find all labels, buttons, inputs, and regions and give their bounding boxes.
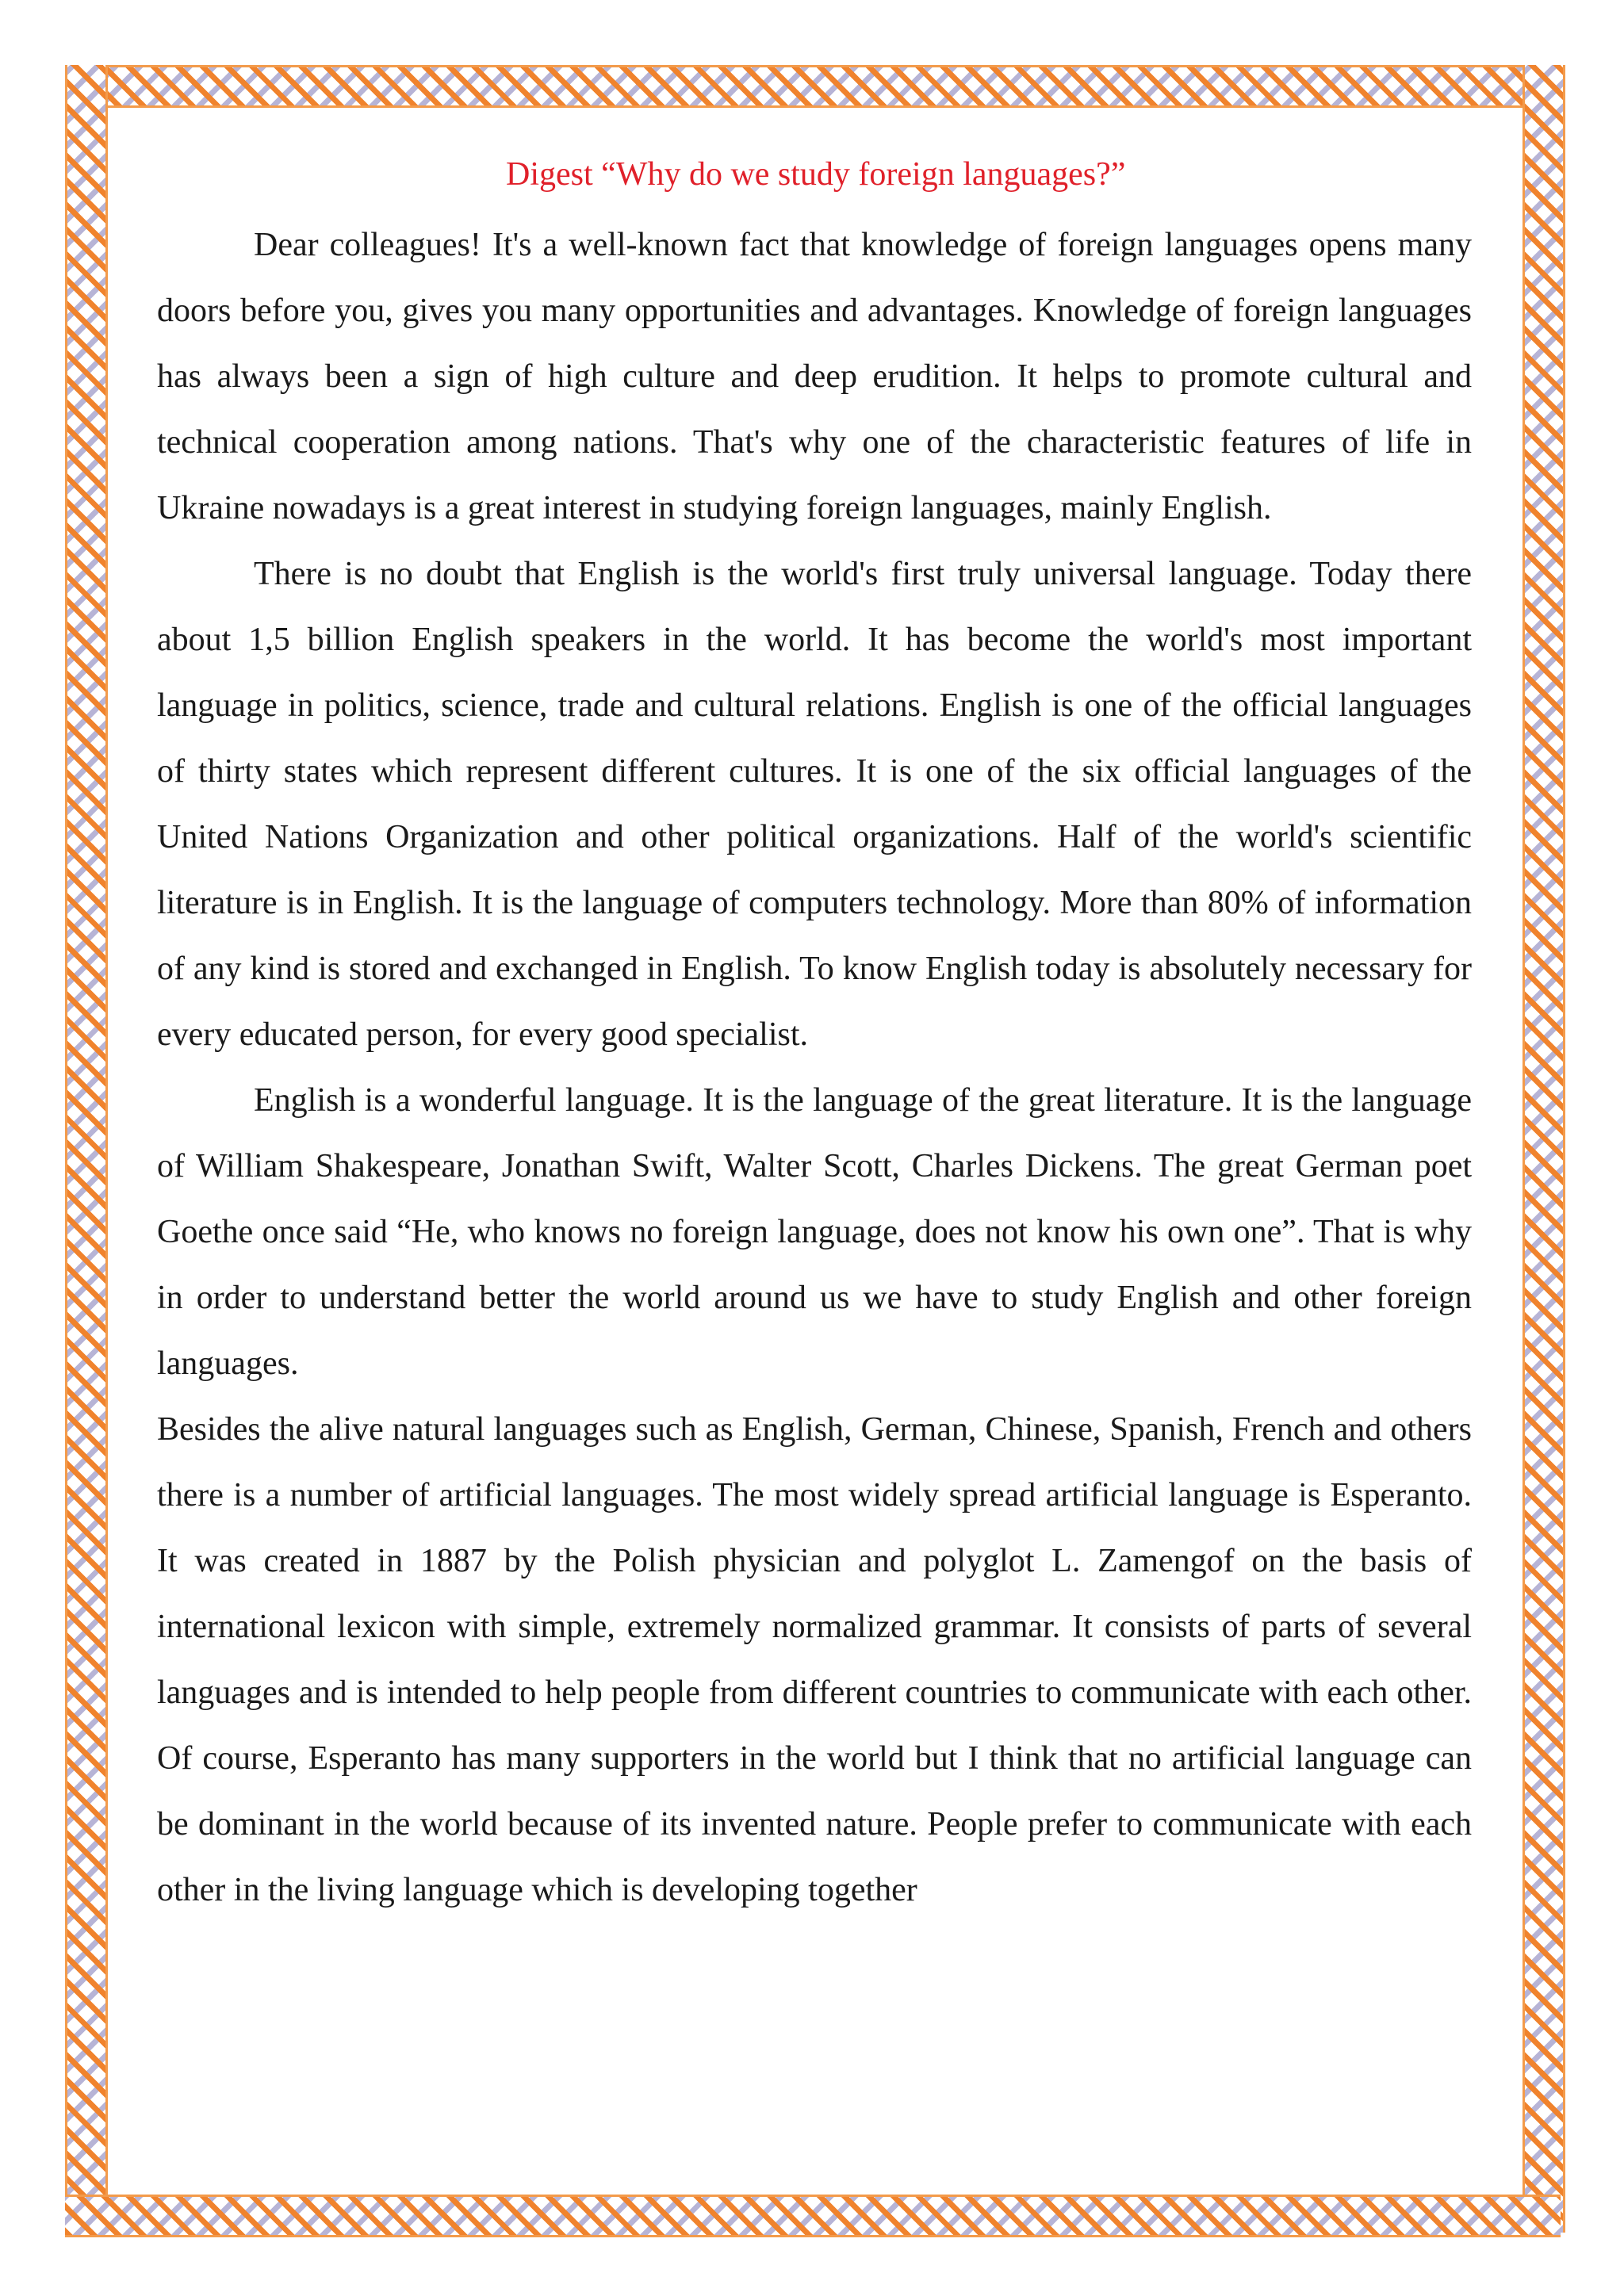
decorative-border-left bbox=[65, 65, 108, 2233]
paragraph-universal-language: There is no doubt that English is the world's first truly universal language. Today there about 1,5 billion English speakers in the world. It has become the world's most important language in politics, science, trade and cultural relations. English is one of the official languages of thirty states which represent different cultures. It is one of the six official languages of the United Nations Organization and other political organizations. Half of the world's scientific literature is in English. It is the language of computers technology. More than 80% of information of any kind is stored and exchanged in English. To know English today is absolutely necessary for every educated person, for every good specialist. bbox=[157, 556, 1472, 1053]
paragraph-intro: Dear colleagues! It's a well-known fact that knowledge of foreign languages opens many doors before you, gives you many opportunities and advantages. Knowledge of foreign languages has always been a sign of high culture and deep erudition. It helps to promote cultural and technical cooperation among nations. That's why one of the characteristic features of life in Ukraine nowadays is a great interest in studying foreign languages, mainly English. bbox=[157, 227, 1472, 526]
paragraph-literature: English is a wonderful language. It is the language of the great literature. It is the language of William Shakespeare, Jonathan Swift, Walter Scott, Charles Dickens. The great German poet Goethe once said “He, who knows no foreign language, does not know his own one”. That is why in order to understand better the world around us we have to study English and other foreign languages. bbox=[157, 1082, 1472, 1382]
decorative-border-right bbox=[1522, 65, 1565, 2233]
decorative-border-bottom bbox=[65, 2195, 1561, 2237]
decorative-border-top bbox=[65, 65, 1561, 108]
document-title: Digest “Why do we study foreign languages?” bbox=[506, 156, 1126, 193]
document-body bbox=[157, 149, 1472, 1923]
paragraph-artificial-languages: Besides the alive natural languages such as English, German, Chinese, Spanish, French and others there is a number of artificial languages. The most widely spread artificial language is Esperanto. It was created in 1887 by the Polish physician and polyglot L. Zamengof on the basis of international lexicon with simple, extremely normalized grammar. It consists of parts of several languages and is intended to help people from different countries to communicate with each other. Of course, Esperanto has many supporters in the world but I think that no artificial language can be dominant in the world because of its invented nature. People prefer to communicate with each other in the living language which is developing together bbox=[157, 1411, 1472, 1908]
